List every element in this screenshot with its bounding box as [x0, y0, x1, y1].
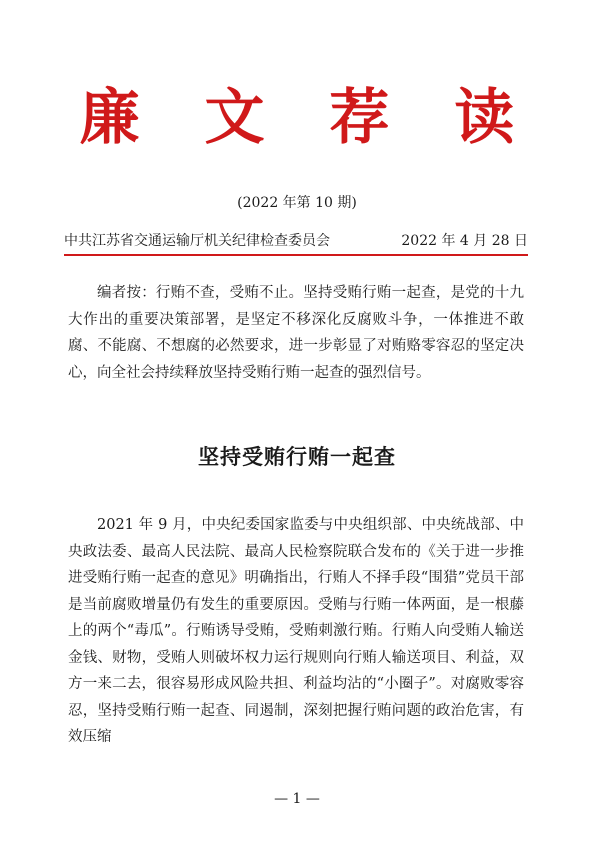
- publisher-org: 中共江苏省交通运输厅机关纪律检查委员会: [64, 233, 330, 249]
- issue-number: (2022 年第 10 期): [237, 195, 357, 211]
- page-number: — 1 —: [274, 791, 320, 807]
- article-paragraph: 2021 年 9 月，中央纪委国家监委与中央组织部、中央统战部、中央政法委、最高人民法院、最高人民检察院联合发布的《关于进一步推进受贿行贿一起查的意见》明确指出，行贿人不择手段“围猎”党员干部是当前腐败增量仍有发生的重要原因。受贿与行贿一体两面，是一根藤上的两个“毒瓜”。行贿诱导受贿，受贿刺激行贿。行贿人向受贿人输送金钱、财物，受贿人则破坏权力运行规则向行贿人输送项目、利益，双方一来二去，很容易形成风险共担、利益均沾的“小圈子”。对腐败零容忍，坚持受贿行贿一起查、同遏制，深刻把握行贿问题的政治危害，有效压缩: [68, 517, 524, 745]
- publish-date: 2022 年 4 月 28 日: [401, 233, 528, 249]
- article-title: 坚持受贿行贿一起查: [198, 444, 396, 469]
- masthead-title: 廉 文 荐 读: [79, 83, 537, 153]
- editor-note: 编者按：行贿不查，受贿不止。坚持受贿行贿一起查，是党的十九大作出的重要决策部署，是坚定不移深化反腐败斗争，一体推进不敢腐、不能腐、不想腐的必然要求，进一步彰显了对贿赂零容忍的坚定决心，向全社会持续释放坚持受贿行贿一起查的强烈信号。: [68, 285, 524, 381]
- red-divider: [64, 254, 528, 256]
